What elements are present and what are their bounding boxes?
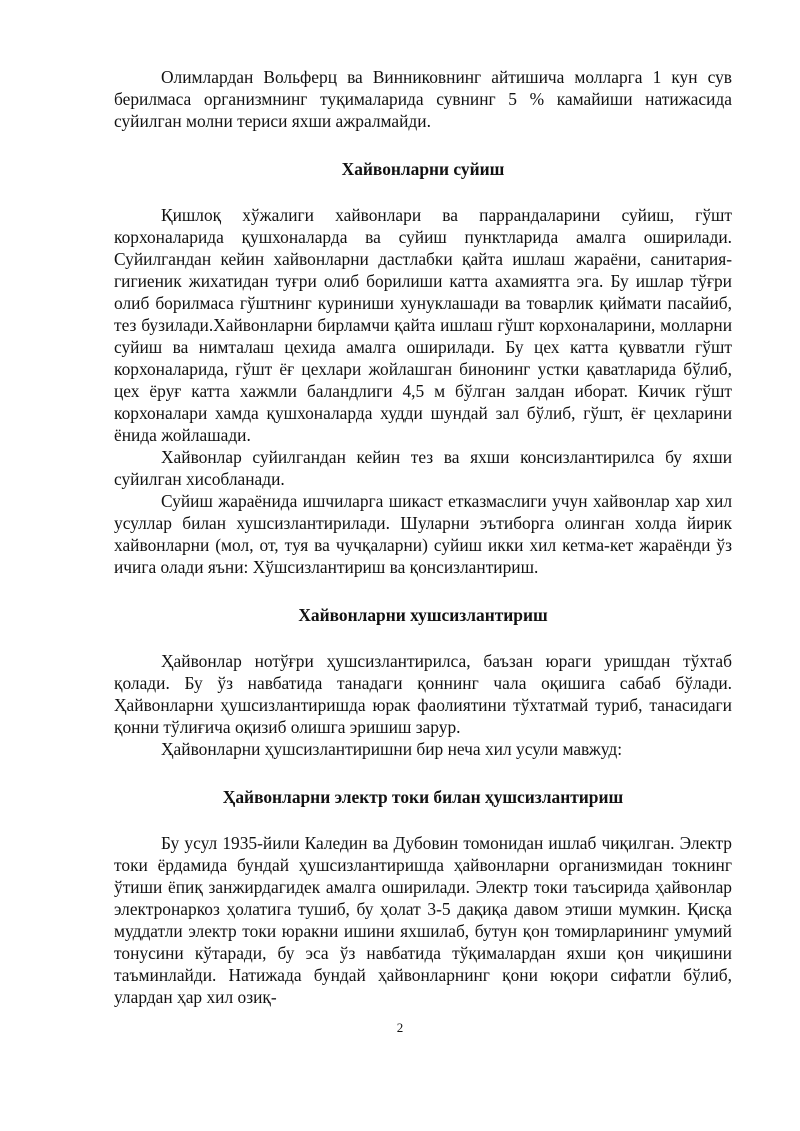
paragraph: Олимлардан Вольферц ва Винниковнинг айтишича молларга 1 кун сув берилмаса организмнинг туқималарида сувнинг 5 % камайиши натижасида суйилган молни териси яхши ажралмайди. <box>114 67 732 131</box>
paragraph: Суйиш жараёнида ишчиларга шикаст етказмаслиги учун хайвонлар хар хил усуллар билан хушсизлантирилади. Шуларни эътиборга олинган холда йирик хайвонларни (мол, от, туя ва чучқаларни) суйиш икки хил кетма-кет жараёнди ўз ичига олади яъни: Хўшсизлантириш ва қонсизлантириш. <box>114 491 732 577</box>
spacer <box>114 132 732 158</box>
spacer <box>114 626 732 650</box>
section-heading: Ҳайвонларни электр токи билан ҳушсизлантириш <box>222 787 624 807</box>
document-page <box>114 66 732 1008</box>
spacer <box>114 808 732 832</box>
section-heading: Хайвонларни хушсизлантириш <box>298 605 548 625</box>
spacer <box>114 180 732 204</box>
paragraph: Ҳайвонлар нотўғри ҳушсизлантирилса, баъзан юраги уришдан тўхтаб қолади. Бу ўз навбатида танадаги қоннинг чала оқишига сабаб бўлади. Ҳайвонларни ҳушсизлантиришда юрак фаолиятини тўхтатмай туриб, танасидаги қонни тўлиғича оқизиб олишга эришиш зарур. <box>114 651 732 737</box>
paragraph: Хайвонлар суйилгандан кейин тез ва яхши консизлантирилса бу яхши суйилган хисобланади. <box>114 447 732 489</box>
paragraph: Бу усул 1935-йили Каледин ва Дубовин томонидан ишлаб чиқилган. Электр токи ёрдамида бундай ҳушсизлантиришда ҳайвонларни организмидан токнинг ўтиши ёпиқ занжирдагидек амалга оширилади. Электр токи таъсирида ҳайвонлар электронаркоз ҳолатига тушиб, бу ҳолат 3-5 дақиқа давом этиши мумкин. Қисқа муддатли электр токи юракни ишини яхшилаб, бутун қон томирларининг умумий тонусини кўтаради, бу эса ўз навбатида тўқималардан яхши қон чиқишини таъминлайди. Натижада бундай ҳайвонларнинг қони юқори сифатли бўлиб, улардан ҳар хил озиқ- <box>114 833 732 1007</box>
spacer <box>114 760 732 786</box>
paragraph: Қишлоқ хўжалиги хайвонлари ва паррандаларини суйиш, гўшт корхоналарида қушхоналарда ва суйиш пунктларида амалга оширилади. Суйилгандан кейин хайвонларни дастлабки қайта ишлаш жараёни, санитария-гигиеник жихатидан туғри олиб борилиши катта ахамиятга эга. Бу ишлар тўғри олиб борилмаса гўштнинг куриниши хунуклашади ва товарлик қиймати пасайиб, тез бузилади.Хайвонларни бирламчи қайта ишлаш гўшт корхоналарини, молларни суйиш ва нимталаш цехида амалга оширилади. Бу цех катта қувватли гўшт корхоналарида, гўшт ёғ цехлари жойлашган бинонинг устки қаватларида бўлиб, цех ёруғ катта хажмли баландлиги 4,5 м бўлган залдан иборат. Кичик гўшт корхоналари хамда қушхоналарда худди шундай зал бўлиб, гўшт, ёғ цехларини ёнида жойлашади. <box>114 205 732 445</box>
page-number: 2 <box>396 1020 404 1035</box>
paragraph: Ҳайвонларни ҳушсизлантиришни бир неча хил усули мавжуд: <box>161 739 623 759</box>
section-heading: Хайвонларни суйиш <box>341 159 505 179</box>
spacer <box>114 578 732 604</box>
